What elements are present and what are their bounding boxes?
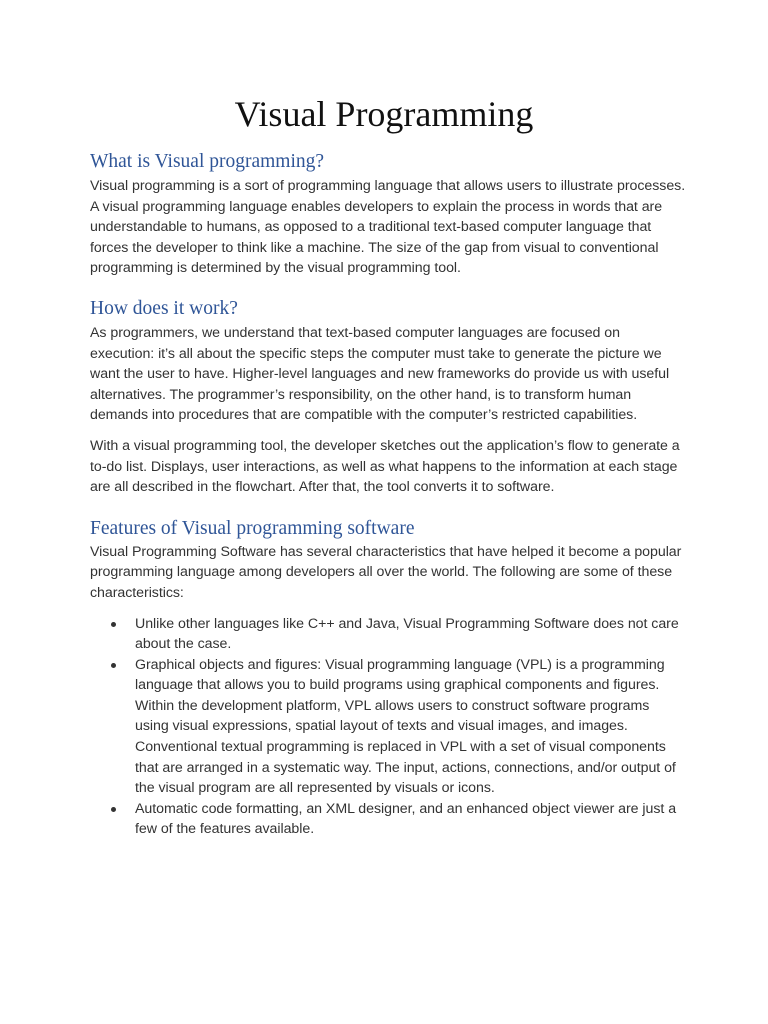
list-item-text: Unlike other languages like C++ and Java, Visual Programming Software does not care about the case. [135,615,679,653]
section-heading-features: Features of Visual programming software [90,517,415,539]
document-title: Visual Programming [234,94,534,134]
bullet-icon [111,807,116,812]
section-heading-what-is: What is Visual programming? [90,151,325,172]
bullet-icon [111,622,116,627]
list-item [90,799,686,840]
section-paragraph: Visual programming is a sort of programming language that allows users to illustrate processes. A visual programming language enables developers to explain the process in words that are understandable to humans, as opposed to a traditional text-based computer language that forces the developer to think like a machine. The size of the gap from visual to conventional programming is determined by the visual programming tool. [90,178,686,277]
section-paragraph: Visual Programming Software has several characteristics that have helped it become a popular programming language among developers all over the world. The following are some of these characteristics: [90,543,682,601]
list-item-text: Automatic code formatting, an XML designer, and an enhanced object viewer are just a few of the features available. [135,800,677,838]
section-heading-how-it-works: How does it work? [90,297,238,319]
bullet-icon [111,663,116,668]
document-body [90,150,686,840]
section-paragraph: With a visual programming tool, the developer sketches out the application’s flow to generate a to-do list. Displays, user interactions, as well as what happens to the information at each stage are all described in the flowchart. After that, the tool converts it to software. [90,437,680,496]
features-list [90,614,686,841]
list-item [90,614,686,655]
list-item [90,655,686,799]
list-item-text: Graphical objects and figures: Visual programming language (VPL) is a programming language that allows you to build programs using graphical components and figures. Within the development platform, VPL allows users to construct software programs using visual expressions, spatial layout of texts and visual images, and images. Conventional textual programming is replaced in VPL with a set of visual components that are arranged in a systematic way. The input, actions, connections, and/or output of the visual program are all represented by visuals or icons. [135,656,676,797]
section-paragraph: As programmers, we understand that text-based computer languages are focused on execution: it’s all about the specific steps the computer must take to generate the picture we want the user to have. Higher-level languages and new frameworks do provide us with useful alternatives. The programmer’s responsibility, on the other hand, is to transform human demands into procedures that are compatible with the computer’s restricted capabilities. [90,324,670,424]
